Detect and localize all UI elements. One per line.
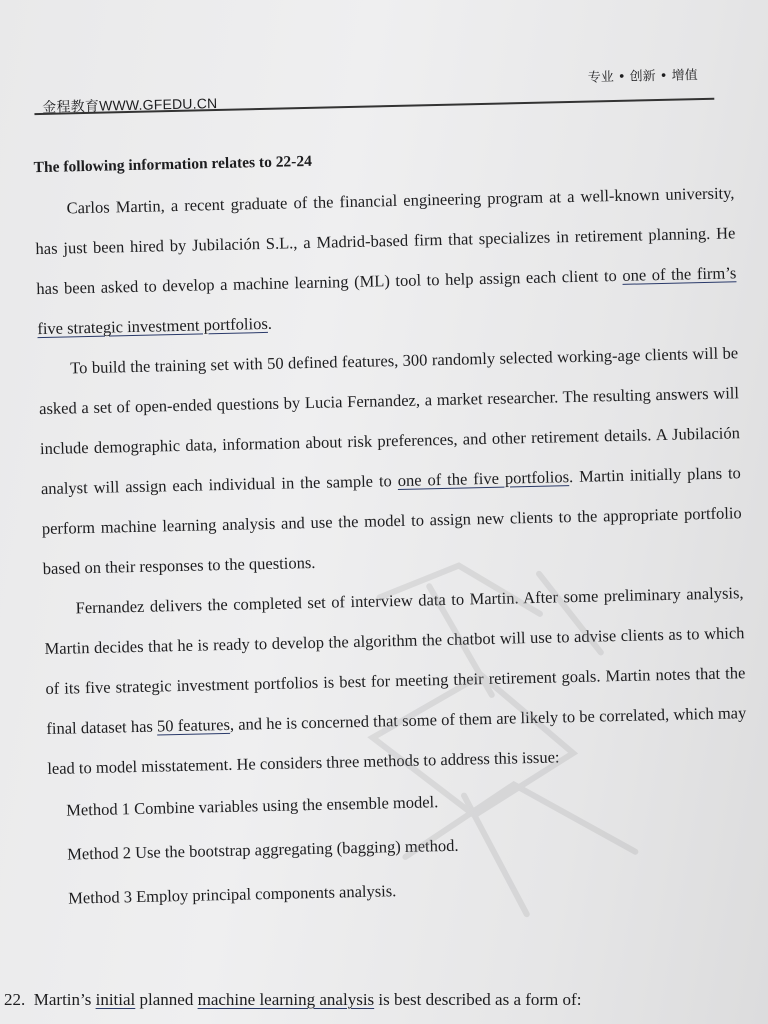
question-text-a: Martin’s bbox=[33, 990, 96, 1009]
header-website: 金程教育WWW.GFEDU.CN bbox=[42, 95, 218, 115]
method-3: Method 3 Employ principal components analysis. bbox=[68, 881, 397, 908]
section-heading: The following information relates to 22-24 bbox=[33, 152, 313, 177]
question-text-c: is best described as a form of: bbox=[374, 990, 582, 1009]
paragraph-2 bbox=[38, 333, 743, 589]
method-1: Method 1 Combine variables using the ensemble model. bbox=[66, 792, 439, 820]
question-22 bbox=[4, 990, 581, 1010]
question-text-b: planned bbox=[135, 990, 198, 1009]
paragraph-1 bbox=[34, 173, 737, 349]
paragraph-1-text: Carlos Martin, a recent graduate of the financial engineering program at a well-known university, has just been hired by Jubilación S.L., a Madrid-based firm that specializes in retirement planning. He has been asked to develop a machine learning (ML) tool to help assign each client to bbox=[35, 183, 736, 299]
question-underlined-ml: machine learning analysis bbox=[197, 990, 375, 1009]
paragraph-2-end: . Martin initially plans to perform machine learning analysis and use the model to assign new clients to the appropriate portfolio based on their responses to the questions. bbox=[41, 463, 742, 579]
paragraph-1-end: . bbox=[267, 313, 273, 333]
header-slogan: 专业 • 创新 • 增值 bbox=[587, 68, 698, 86]
body-text bbox=[33, 137, 750, 921]
question-underlined-initial: initial bbox=[95, 990, 136, 1009]
paragraph-3-underlined: 50 features bbox=[156, 714, 231, 736]
paragraph-2-underlined: one of the five portfolios bbox=[397, 467, 570, 491]
question-number: 22. bbox=[4, 990, 26, 1009]
method-2: Method 2 Use the bootstrap aggregating (bagging) method. bbox=[67, 835, 459, 864]
paragraph-2-text: To build the training set with 50 defined features, 300 randomly selected working-age clients will be asked a set of open-ended questions by Lucia Fernandez, a market researcher. The resulting answers will include demographic data, information about risk preferences, and other retirement details. A Jubilación analyst will assign each individual in the sample to bbox=[38, 343, 741, 499]
paragraph-3-end: , and he is concerned that some of them are likely to be correlated, which may lead to model misstatement. He considers three methods to address this issue: bbox=[47, 703, 747, 779]
paragraph-3 bbox=[43, 573, 747, 789]
paragraph-1-underlined: one of the firm’s five strategic investment portfolios bbox=[37, 263, 737, 339]
paragraph-3-text: Fernandez delivers the completed set of interview data to Martin. After some preliminary analysis, Martin decides that he is ready to develop the algorithm the chatbot will use to advise clients as to which of its five strategic investment portfolios is best for meeting their retirement goals. Martin notes that the final dataset has bbox=[44, 583, 746, 739]
